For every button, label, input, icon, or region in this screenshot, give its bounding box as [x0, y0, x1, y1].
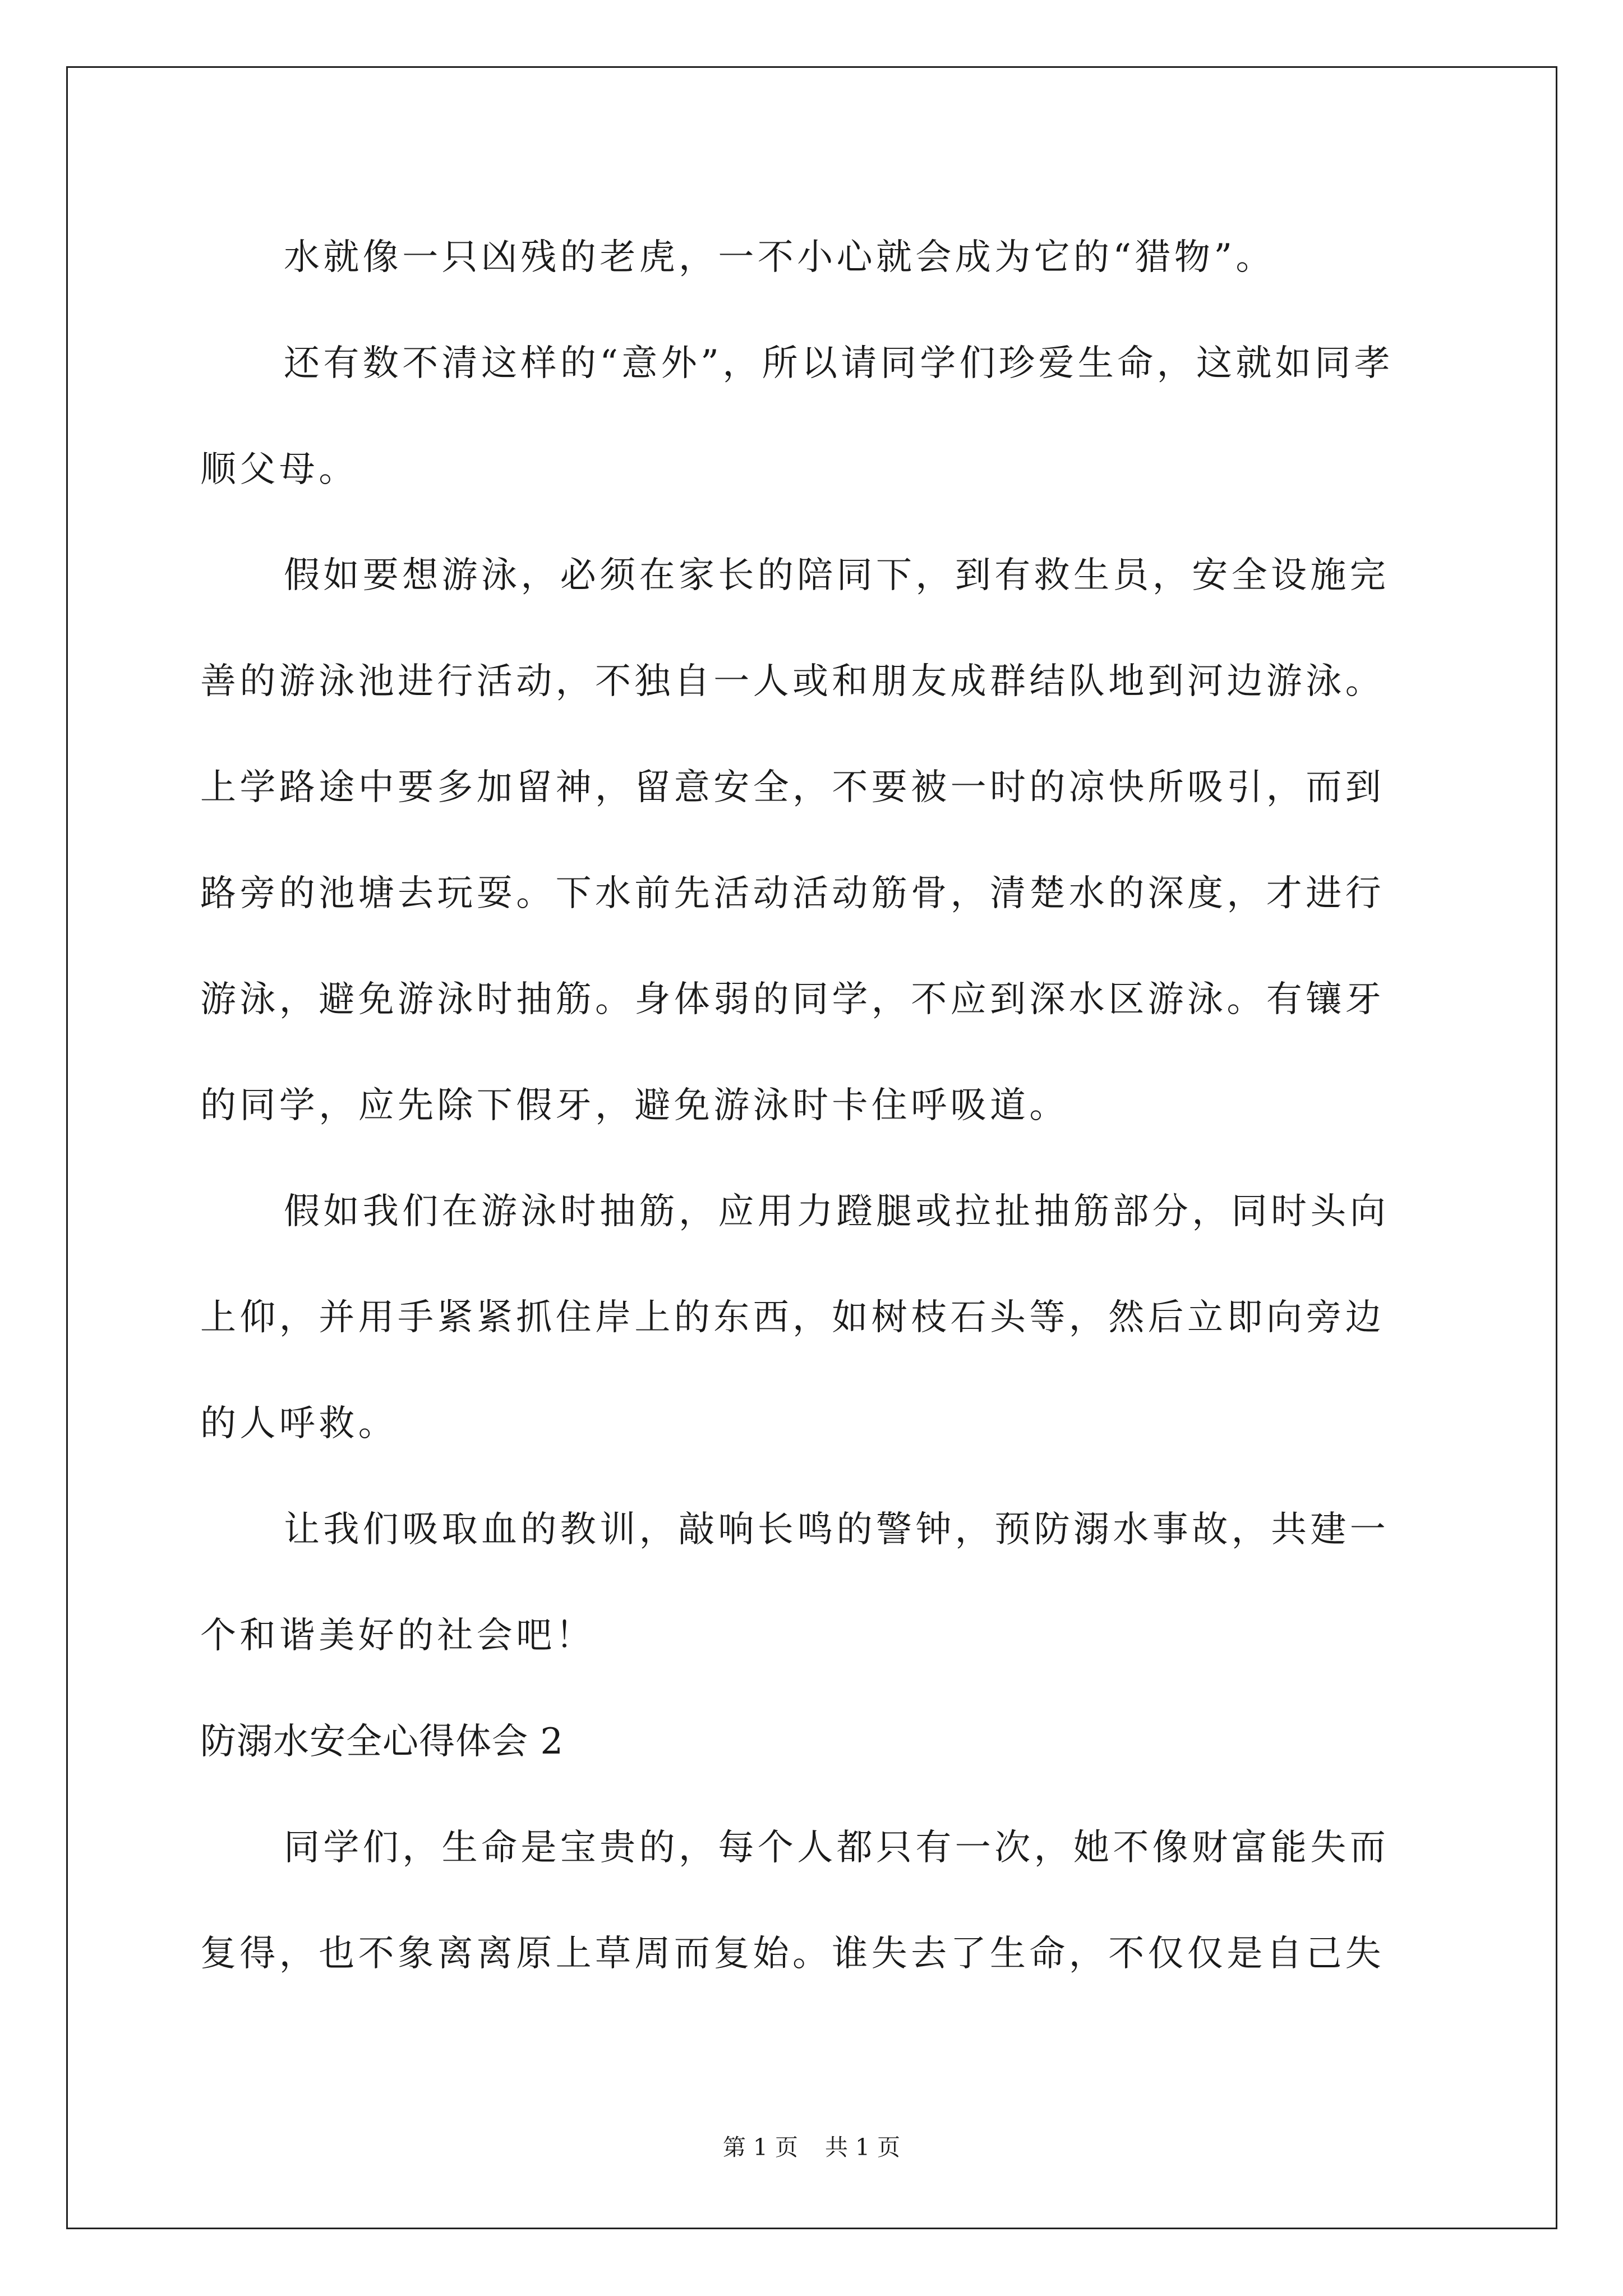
text-line: 还有数不清这样的“意外”，所以请同学们珍爱生命，这就如同孝	[284, 343, 1394, 384]
text-line: 上仰，并用手紧紧抓住岸上的东西，如树枝石头等，然后立即向旁边	[200, 1297, 1385, 1338]
text-line: 游泳，避免游泳时抽筋。身体弱的同学，不应到深水区游泳。有镶牙	[200, 979, 1385, 1020]
document-body	[200, 205, 1437, 2007]
text-line: 个和谐美好的社会吧！	[200, 1615, 595, 1657]
text-line: 的人呼救。	[200, 1403, 398, 1444]
page-number-current: 第 1 页	[722, 2134, 798, 2161]
section-heading: 防溺水安全心得体会 2	[200, 1721, 564, 1763]
text-line: 复得，也不象离离原上草周而复始。谁失去了生命，不仅仅是自己失	[200, 1933, 1385, 1975]
text-line: 假如要想游泳，必须在家长的陪同下，到有救生员，安全设施完	[284, 555, 1390, 596]
text-line: 路旁的池塘去玩耍。下水前先活动活动筋骨，清楚水的深度，才进行	[200, 873, 1385, 914]
text-line: 假如我们在游泳时抽筋，应用力蹬腿或拉扯抽筋部分，同时头向	[284, 1191, 1390, 1232]
page-number-total: 共 1 页	[825, 2134, 901, 2161]
page-footer	[0, 2131, 1623, 2164]
text-line: 善的游泳池进行活动，不独自一人或和朋友成群结队地到河边游泳。	[200, 661, 1385, 702]
text-line: 让我们吸取血的教训，敲响长鸣的警钟，预防溺水事故，共建一	[284, 1509, 1390, 1550]
text-line: 同学们，生命是宝贵的，每个人都只有一次，她不像财富能失而	[284, 1827, 1390, 1869]
text-line: 顺父母。	[200, 449, 358, 490]
text-line: 水就像一只凶残的老虎，一不小心就会成为它的“猎物”。	[284, 237, 1275, 278]
text-line: 上学路途中要多加留神，留意安全，不要被一时的凉快所吸引，而到	[200, 767, 1385, 808]
text-line: 的同学，应先除下假牙，避免游泳时卡住呼吸道。	[200, 1085, 1069, 1126]
